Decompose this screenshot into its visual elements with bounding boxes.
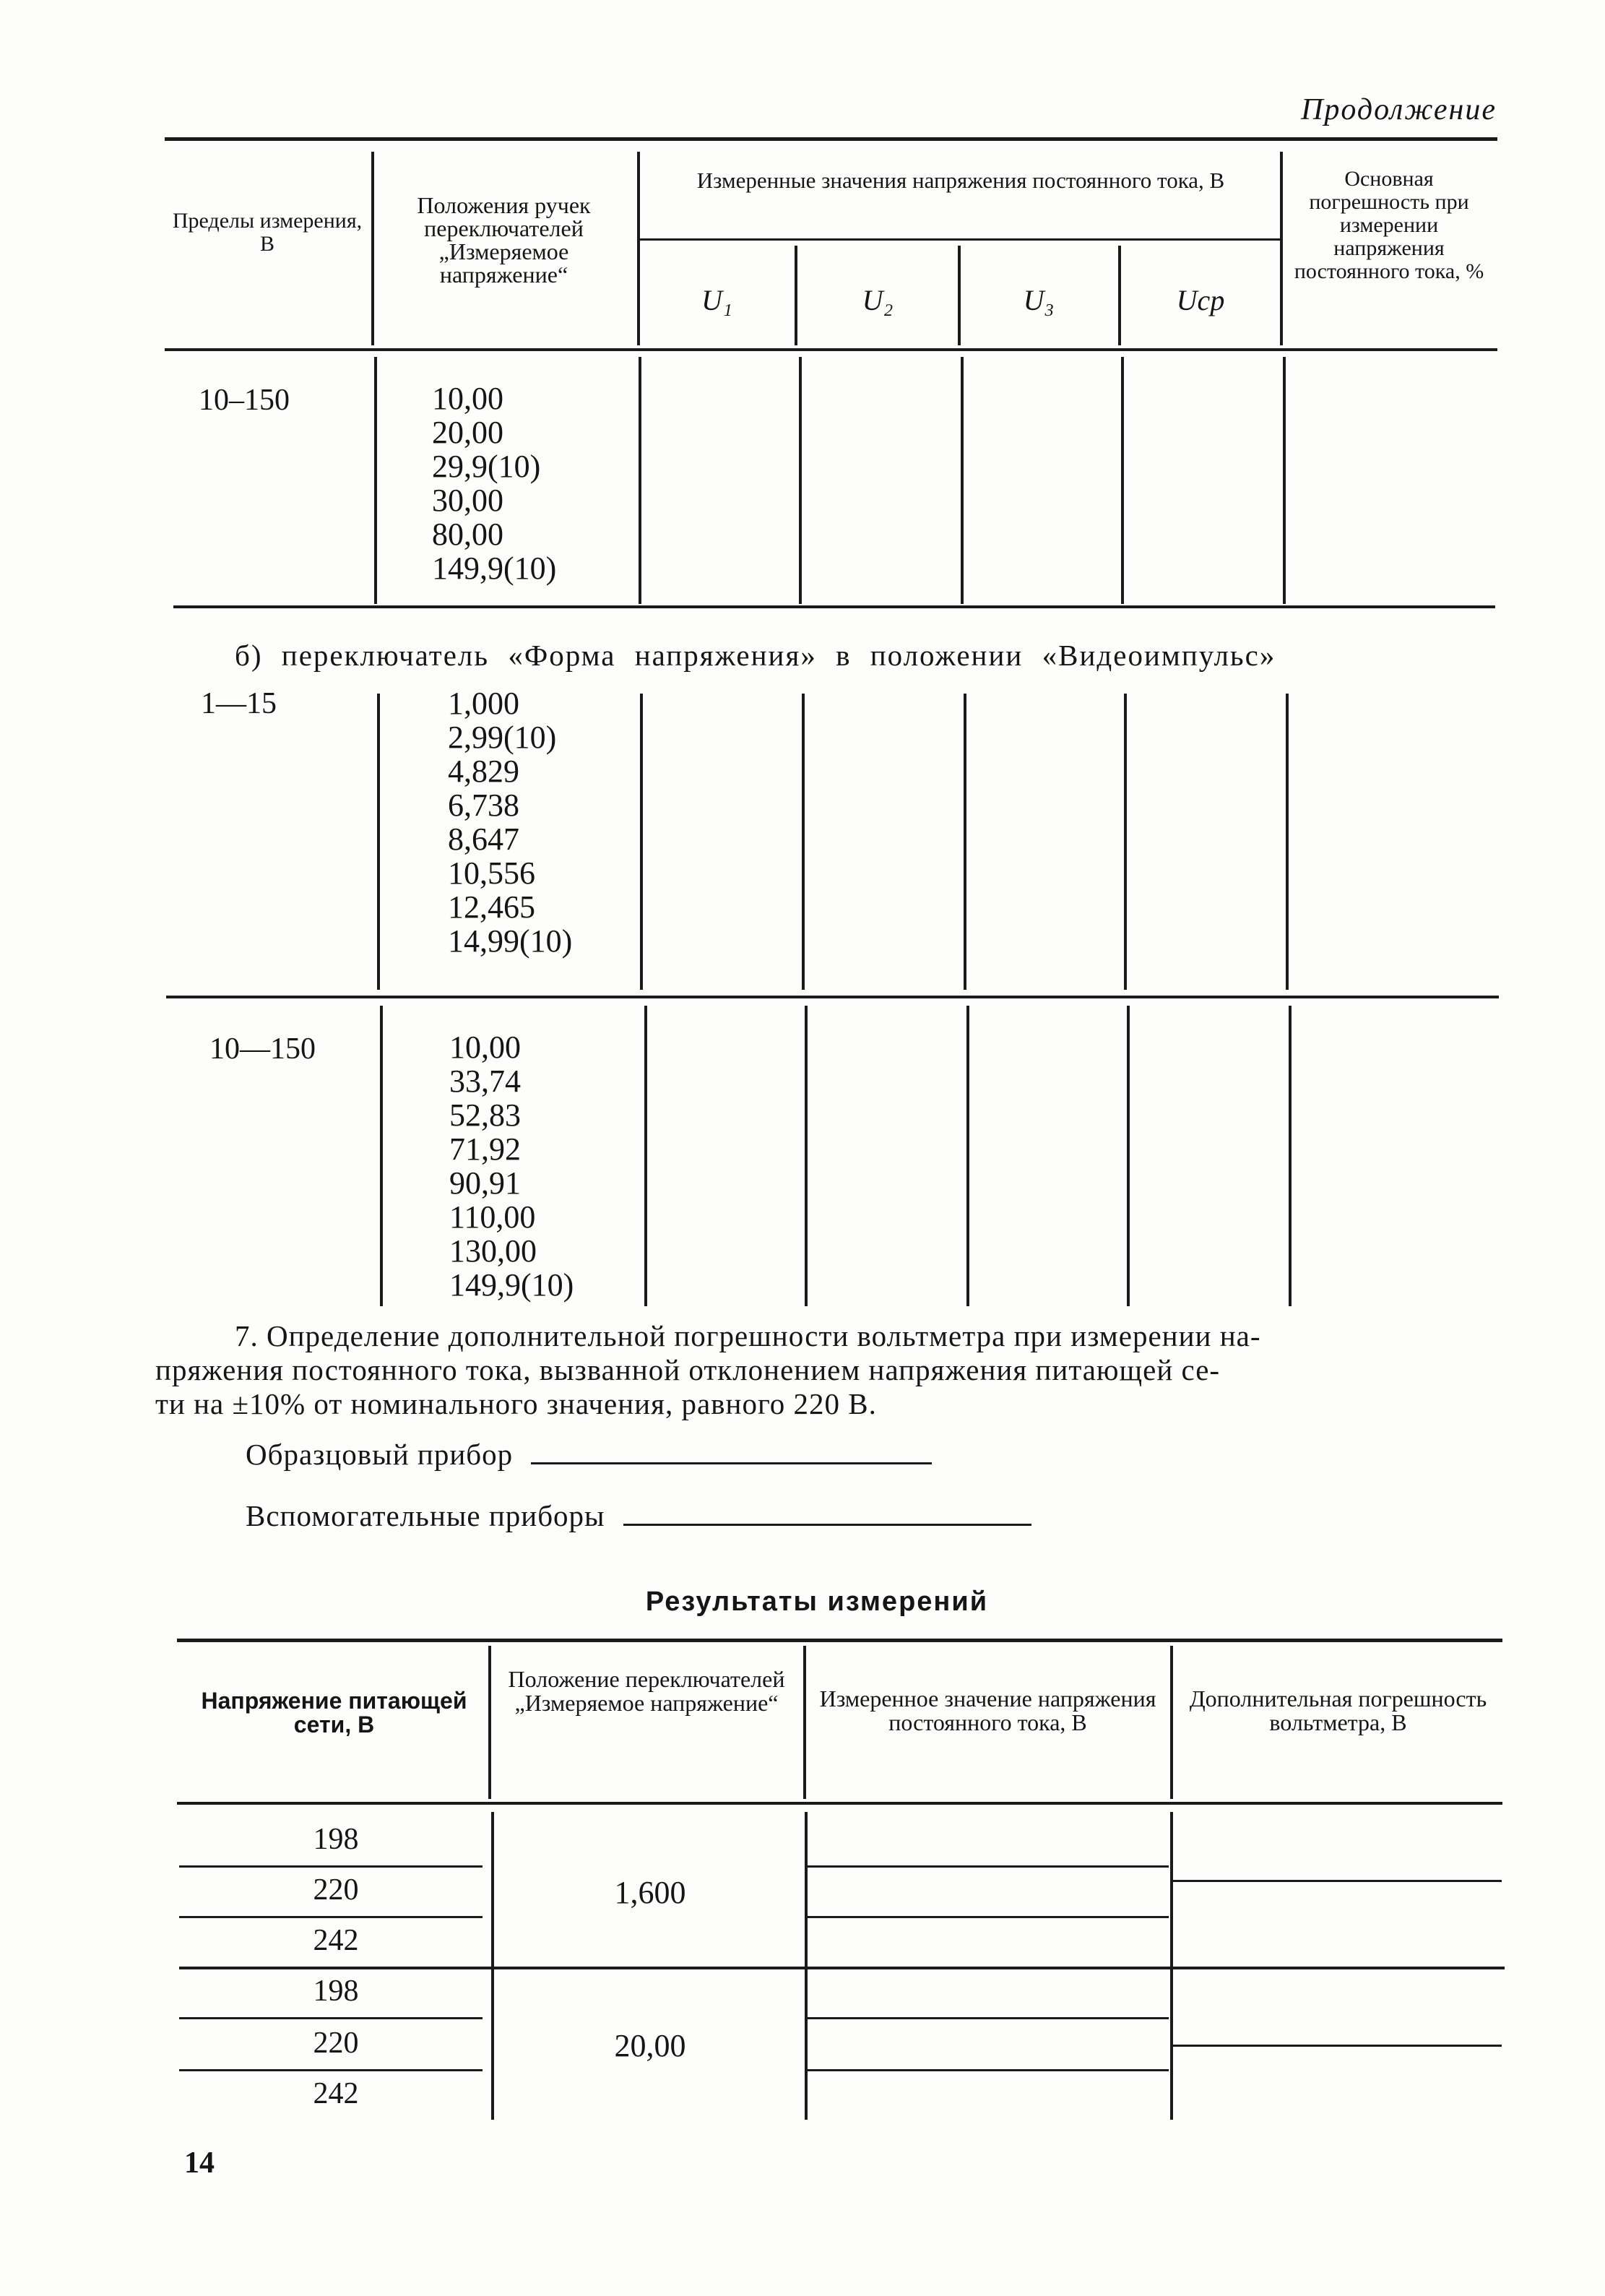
reference-instrument-blank [531,1462,932,1464]
table-row-voltage: 198 [313,1823,359,1856]
value-cell: 130,00 [449,1233,537,1269]
value-cell: 14,99(10) [448,923,573,959]
value-cell: 149,9(10) [449,1267,574,1303]
table1-subheader-rule [637,238,1280,241]
header-measured: Измеренные значения напряжения постоянного тока, В [696,168,1225,193]
value-cell: 90,91 [449,1165,521,1201]
continuation-label: Продолжение [1301,93,1497,126]
value-cell: 4,829 [448,754,519,789]
section7-line1: 7. Определение дополнительной погрешности вольтметра при измерении на- [235,1319,1261,1352]
value-cell: 29,9(10) [432,449,541,484]
table-row-voltage: 220 [313,1873,359,1907]
section7-line2: пряжения постоянного тока, вызванной отклонением напряжения питающей се- [155,1353,1221,1386]
header-u2: U₂ [862,284,894,316]
table-row-voltage: 242 [313,2077,359,2110]
block1-range: 10–150 [199,384,290,417]
results-group-rule [179,1967,1505,1969]
value-cell: 10,00 [449,1030,521,1065]
value-cell: 33,74 [449,1063,521,1099]
reference-instrument-label: Образцовый прибор [246,1438,514,1471]
value-cell: 1,000 [448,686,519,721]
results-header-rule [177,1802,1502,1805]
auxiliary-instruments-blank [623,1524,1031,1526]
section7-line3: ти на ±10% от номинального значения, равного 220 В. [155,1387,877,1420]
section7-paragraph [155,1319,1513,1421]
value-cell: 71,92 [449,1131,521,1167]
auxiliary-instruments-label: Вспомогательные приборы [246,1499,605,1532]
block3-values [449,1030,574,1302]
value-cell: 12,465 [448,889,535,925]
value-cell: 52,83 [449,1097,521,1133]
results-header-measured: Измеренное значение напряжения постоянного тока, В [819,1686,1156,1735]
page-number: 14 [184,2146,215,2180]
table-row-voltage: 242 [313,1924,359,1957]
value-cell: 30,00 [432,483,503,518]
subheading-video-pulse: б) переключатель «Форма напряжения» в положении «Видеоимпульс» [235,639,1276,672]
block2-bottom-rule [166,996,1499,998]
value-cell: 8,647 [448,821,519,857]
block1-values [432,381,556,585]
block1-bottom-rule [173,605,1495,608]
table1-header-rule [165,348,1497,351]
group1-position: 1,600 [614,1875,686,1910]
header-limits: Пределы измерения, В [172,209,363,256]
results-header-supply: Напряжение питающей сети, В [201,1688,467,1738]
header-ucp: Uср [1176,284,1225,316]
value-cell: 6,738 [448,787,519,823]
auxiliary-instruments-line [246,1499,1031,1533]
header-u1: U₁ [701,284,732,316]
table1-top-rule [165,137,1497,141]
value-cell: 20,00 [432,415,503,450]
header-error: Основная погрешность при измерении напряжения постоянного тока, % [1294,167,1484,283]
value-cell: 2,99(10) [448,720,557,755]
results-title: Результаты измерений [645,1587,989,1617]
block2-values [448,686,572,958]
block2-range: 1—15 [201,687,277,720]
results-header-additional: Дополнительная погрешность вольтметра, В [1189,1686,1487,1735]
reference-instrument-line [246,1438,932,1472]
value-cell: 149,9(10) [432,551,557,586]
value-cell: 10,556 [448,855,535,891]
value-cell: 10,00 [432,381,503,416]
header-positions: Положения ручек переключателей „Измеряемое напряжение“ [417,192,591,288]
value-cell: 80,00 [432,517,503,552]
group2-position: 20,00 [614,2028,686,2063]
value-cell: 110,00 [449,1199,536,1235]
table-row-voltage: 220 [313,2027,359,2060]
block3-range: 10—150 [209,1032,316,1066]
results-top-rule [177,1639,1502,1642]
header-u3: U₃ [1023,284,1055,316]
results-header-position: Положение переключателей „Измеряемое напряжение“ [508,1666,785,1716]
table-row-voltage: 198 [313,1975,359,2008]
